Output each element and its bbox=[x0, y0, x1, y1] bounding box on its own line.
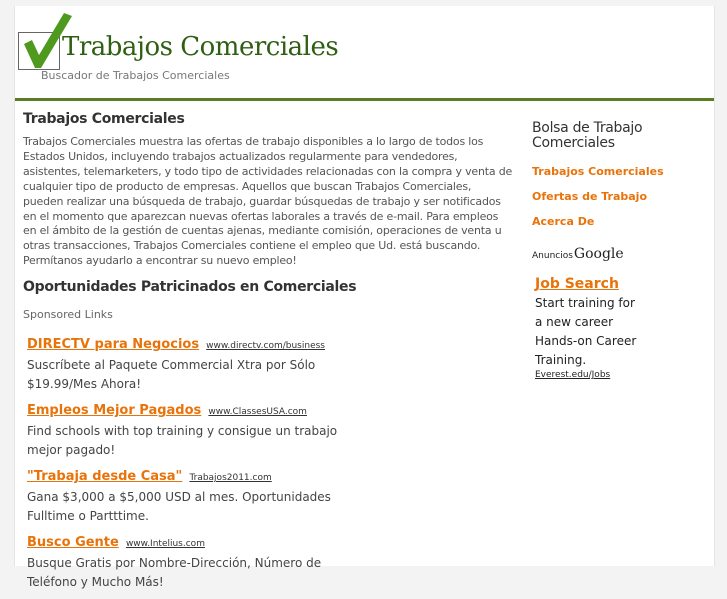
sidebar-title: Bolsa de Trabajo Comerciales bbox=[532, 120, 643, 151]
page-heading: Trabajos Comerciales bbox=[23, 111, 185, 127]
sponsored-ads-list bbox=[27, 335, 347, 592]
page-container bbox=[14, 6, 715, 590]
ad-description: Suscríbete al Paquete Commercial Xtra por Sólo $19.99/Mes Ahora! bbox=[27, 358, 316, 392]
sidebar-nav bbox=[532, 165, 702, 228]
sponsored-heading: Oportunidades Patricinados en Comerciales bbox=[23, 279, 357, 296]
ad-item bbox=[27, 467, 347, 526]
sidebar-ad-title-link[interactable]: Job Search bbox=[535, 276, 619, 292]
nav-link-ofertas-de-trabajo[interactable]: Ofertas de Trabajo bbox=[532, 190, 648, 203]
ad-description: Busque Gratis por Nombre-Dirección, Número de Teléfono y Mucho Más! bbox=[27, 556, 322, 590]
nav-link-trabajos-comerciales[interactable]: Trabajos Comerciales bbox=[532, 165, 664, 178]
ad-description: Gana $3,000 a $5,000 USD al mes. Oportunidades Fulltime o Partttime. bbox=[27, 490, 331, 524]
google-logo: Google bbox=[573, 246, 624, 262]
ad-title-link[interactable]: "Trabaja desde Casa" bbox=[27, 469, 183, 485]
site-title[interactable]: Trabajos Comerciales bbox=[62, 32, 339, 62]
main-content bbox=[23, 111, 513, 599]
ad-url-link[interactable]: www.Intelius.com bbox=[125, 539, 205, 550]
ad-item bbox=[27, 533, 347, 592]
ad-title-link[interactable]: Empleos Mejor Pagados bbox=[27, 403, 202, 419]
ad-url-link[interactable]: www.directv.com/business bbox=[206, 341, 325, 352]
ads-by-google[interactable] bbox=[532, 243, 702, 262]
sidebar-ad-url-link[interactable]: Everest.edu/Jobs bbox=[535, 370, 611, 380]
sidebar-ad bbox=[535, 276, 702, 380]
ad-url-link[interactable]: Trabajos2011.com bbox=[189, 473, 272, 484]
ad-title-link[interactable]: Busco Gente bbox=[27, 535, 119, 551]
ad-title-link[interactable]: DIRECTV para Negocios bbox=[27, 337, 200, 353]
ads-by-prefix: Anuncios bbox=[532, 251, 573, 261]
sponsored-links-label: Sponsored Links bbox=[23, 308, 113, 322]
ad-description: Find schools with top training y consigue un trabajo mejor pagado! bbox=[27, 424, 338, 458]
ad-item bbox=[27, 401, 347, 460]
sidebar-ad-description: Start training for a new career Hands-on Career Training. bbox=[535, 296, 637, 367]
intro-paragraph: Trabajos Comerciales muestra las ofertas de trabajo disponibles a lo largo de todos los Estados Unidos, incluyendo trabajos actualizados regularmente para vendedores, asistentes, telemarketers, y todo tipo de actividades relacionadas con la compra y venta de cualquier tipo de producto de empresas. Aquellos que buscan Trabajos Comerciales, pueden realizar una búsqueda de trabajo, guardar búsquedas de trabajo y ser notificados en el momento que aparezcan nuevas ofertas laborales a través de e-mail. Para empleos en el ámbito de la gestión de cuentas ajenas, mediante comisión, operaciones de venta u otras transacciones, Trabajos Comerciales contiene el empleo que Ud. está buscando. Permítanos ayudarlo a encontrar su nuevo empleo! bbox=[23, 135, 513, 268]
ad-item bbox=[27, 335, 347, 394]
sidebar bbox=[532, 121, 702, 380]
site-tagline: Buscador de Trabajos Comerciales bbox=[41, 69, 230, 82]
nav-link-acerca-de[interactable]: Acerca De bbox=[532, 215, 595, 228]
ad-url-link[interactable]: www.ClassesUSA.com bbox=[208, 407, 307, 418]
site-header bbox=[15, 6, 714, 99]
header-divider bbox=[15, 98, 714, 101]
